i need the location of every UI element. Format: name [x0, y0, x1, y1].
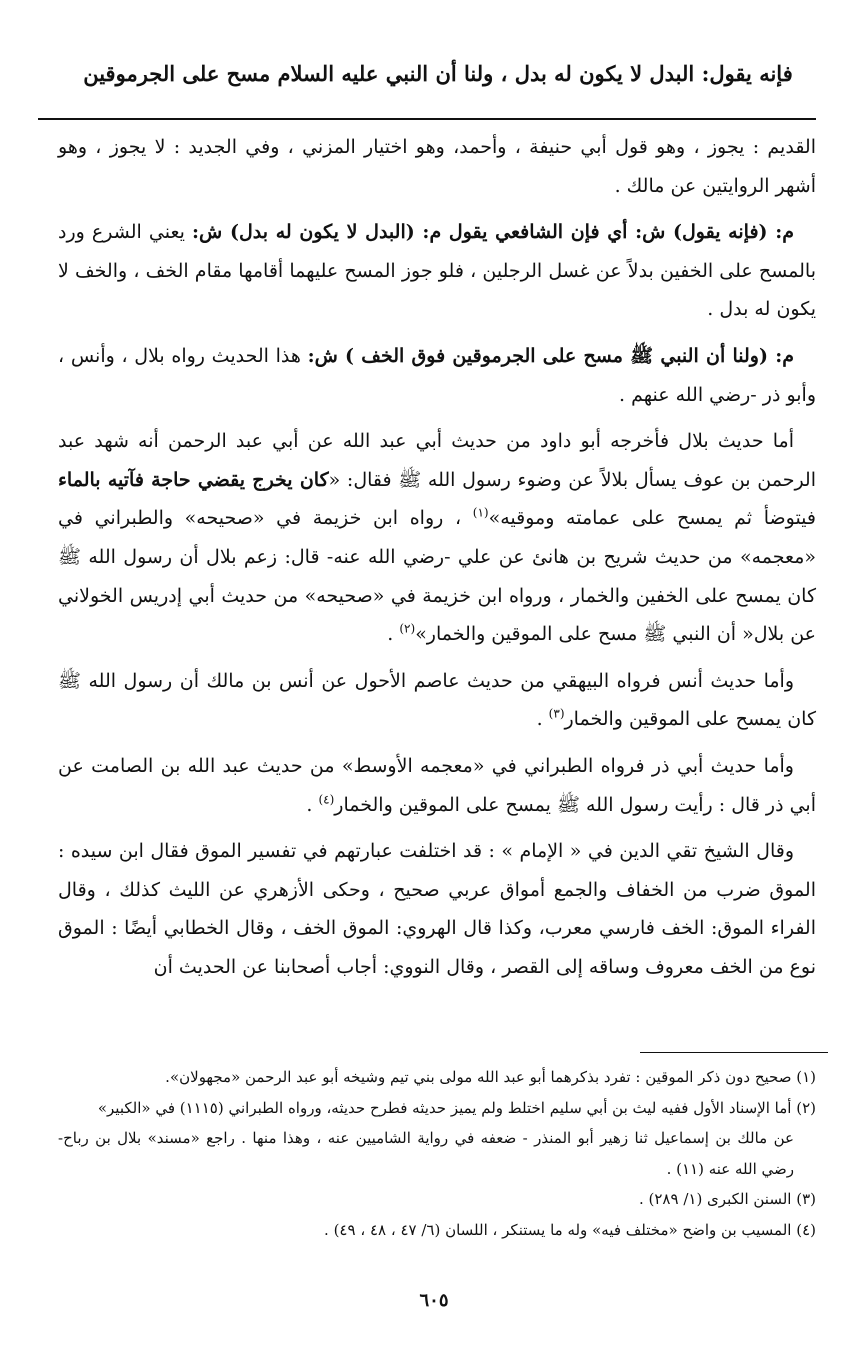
- paragraph-4: [58, 422, 816, 654]
- paragraph-6-text: وأما حديث أبي ذر فرواه الطبراني في «معجمه الأوسط» من حديث عبد الله بن الصامت عن أبي ذر قال : رأيت رسول الله ﷺ يمسح على الموقين والخمار: [58, 754, 816, 816]
- footnote-ref-1[interactable]: (١): [472, 506, 489, 521]
- footnotes: [58, 1062, 816, 1245]
- footnote-rule: [640, 1052, 828, 1053]
- footnote-3: (٣) السنن الكبرى (١/ ٢٨٩) .: [638, 1190, 816, 1208]
- paragraph-5: [58, 662, 816, 739]
- paragraph-3: [58, 337, 816, 414]
- main-text: [58, 128, 816, 994]
- footnote-ref-4[interactable]: (٤): [318, 792, 335, 807]
- paragraph-6: [58, 747, 816, 824]
- paragraph-4-text-2: فيتوضأ ثم يمسح على عمامته وموقيه»: [488, 507, 816, 530]
- paragraph-2-lead: م: (فإنه يقول) ش: أي فإن الشافعي يقول م: (البدل لا يكون له بدل) ش:: [192, 221, 794, 244]
- paragraph-2-text: يعني الشرع ورد بالمسح على الخفين بدلاً عن غسل الرجلين ، فلو جوز المسح عليهما أقامها مقام الخف ، والخف لا يكون له بدل .: [58, 221, 816, 321]
- paragraph-4-end: .: [387, 623, 400, 646]
- page-number: ٦٠٥: [419, 1290, 449, 1311]
- paragraph-2: [58, 213, 816, 329]
- paragraph-1: القديم : يجوز ، وهو قول أبي حنيفة ، وأحمد، وهو اختيار المزني ، وفي الجديد : لا يجوز ، وهو أشهر الروايتين عن مالك .: [58, 136, 816, 197]
- paragraph-5-end: .: [536, 708, 549, 731]
- footnote-ref-2[interactable]: (٢): [399, 621, 416, 636]
- footnote-1: (١) صحيح دون ذكر الموقين : تفرد بذكرهما أبو عبد الله مولى بني تيم وشيخه أبو عبد الرحمن «مجهولان».: [165, 1068, 816, 1086]
- paragraph-3-lead: م: (ولنا أن النبي ﷺ مسح على الجرموقين فوق الخف ) ش:: [307, 344, 794, 367]
- paragraph-4-text-3: ، رواه ابن خزيمة في «صحيحه» والطبراني في «معجمه» من حديث شريح بن هانئ عن علي -رضي الله عنه- قال: زعم بلال أن رسول الله ﷺ كان يمسح على الخفين والخمار ، ورواه ابن خزيمة في «صحيحه» من حديث أبي إدريس الخولاني عن بلال« أن النبي ﷺ مسح على الموقين والخمار»: [58, 507, 816, 646]
- footnote-2: (٢) أما الإسناد الأول ففيه ليث بن أبي سليم اختلط ولم يميز حديثه فطرح حديثه، ورواه الطبراني (١١١٥) في «الكبير»: [97, 1098, 816, 1117]
- paragraph-7: وقال الشيخ تقي الدين في « الإمام » : قد اختلفت عبارتهم في تفسير الموق فقال ابن سيده : الموق ضرب من الخفاف والجمع أمواق عربي صحيح ، وحكى الأزهري عن الليث كذلك ، وقال الفراء الموق: الخف فارسي معرب، وكذا قال الهروي: الموق الخف ، وقال الخطابي أيضًا : الموق نوع من الخف معروف وساقه إلى القصر ، وقال النووي: أجاب أصحابنا عن الحديث أن: [58, 840, 816, 978]
- paragraph-4-text: أما حديث بلال فأخرجه أبو داود من حديث أبي عبد الله عن أبي عبد الرحمن أنه شهد عبد الرحمن بن عوف يسأل بلالاً عن وضوء رسول الله ﷺ فقال: «: [58, 430, 816, 491]
- paragraph-6-end: .: [306, 793, 319, 816]
- running-header: فإنه يقول: البدل لا يكون له بدل ، ولنا أن النبي عليه السلام مسح على الجرموقين: [83, 61, 793, 86]
- footnote-4: (٤) المسيب بن واضح «مختلف فيه» وله ما يستنكر ، اللسان (٦/ ٤٧ ، ٤٨ ، ٤٩) .: [324, 1220, 816, 1239]
- footnote-ref-3[interactable]: (٣): [548, 706, 565, 721]
- paragraph-4-quote: كان يخرج يقضي حاجة فآتيه بالماء: [58, 468, 329, 491]
- paragraph-5-text: وأما حديث أنس فرواه البيهقي من حديث عاصم الأحول عن أنس بن مالك أن رسول الله ﷺ كان يمسح على الموقين والخمار: [58, 669, 816, 731]
- paragraph-3-text: هذا الحديث رواه بلال ، وأنس ، وأبو ذر -رضي الله عنهم .: [58, 344, 816, 406]
- footnote-2-continuation: عن مالك بن إسماعيل ثنا زهير أبو المنذر - ضعفه في رواية الشاميين عنه ، وهذا منها . راجع «مسند» بلال بن رباح- رضي الله عنه (١١) .: [58, 1129, 794, 1178]
- header-rule: [38, 118, 816, 120]
